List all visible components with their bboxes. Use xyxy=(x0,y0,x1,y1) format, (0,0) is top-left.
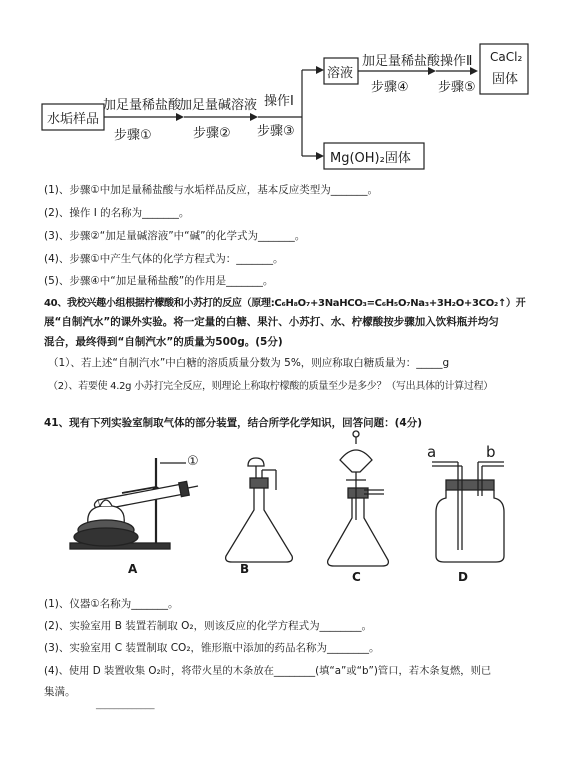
label-apparatus-d: D xyxy=(458,570,468,584)
flow-arrow3-top: 操作Ⅰ xyxy=(264,94,294,109)
q40-line-1: 40、我校兴趣小组根据柠檬酸和小苏打的反应（原理:C₆H₈O₇+3NaHCO₃=C₆H₅O₇Na₃+3H₂O+3CO₂↑）开 xyxy=(44,298,526,309)
flow-start-label: 水垢样品 xyxy=(47,112,100,127)
label-apparatus-a: A xyxy=(128,562,138,576)
label-instrument-1: ① xyxy=(187,454,199,469)
label-apparatus-b: B xyxy=(240,562,250,576)
q41-item-3: (3)、实验室用 C 装置制取 CO₂，锥形瓶中添加的药品名称为________。 xyxy=(44,642,380,654)
q41-item-4: (4)、使用 D 装置收集 O₂时，将带火星的木条放在________(填“a”或“b”)管口，若木条复燃，则已 xyxy=(44,665,492,677)
q40-line-2: 展“自制汽水”的课外实验。将一定量的白糖、果汁、小苏打、水、柠檬酸按步骤加入饮料瓶并均匀 xyxy=(44,316,499,328)
label-tube-b: b xyxy=(486,443,496,461)
q41-item-2: (2)、实验室用 B 装置若制取 O₂，则该反应的化学方程式为________。 xyxy=(44,620,373,632)
flow-arrow4-top: 加足量稀盐酸 xyxy=(362,54,441,69)
flow-product-state: 固体 xyxy=(492,72,519,87)
q40-line-3: 混合，最终得到“自制汽水”的质量为500g。(5分) xyxy=(44,336,283,348)
q39-item-2: (2)、操作 I 的名称为_______。 xyxy=(44,207,190,219)
q41-item-5: 集满。 xyxy=(44,686,76,698)
flow-precipitate-label: Mg(OH)₂固体 xyxy=(330,151,411,166)
footer-mark: _____________ xyxy=(96,700,155,710)
apparatus-a xyxy=(70,458,198,549)
flow-arrow3-bottom: 步骤③ xyxy=(257,124,295,139)
flow-arrow2-bottom: 步骤② xyxy=(193,126,231,141)
flow-solution-label: 溶液 xyxy=(327,66,354,81)
q41-title: 41、现有下列实验室制取气体的部分装置，结合所学化学知识，回答问题：(4分) xyxy=(44,417,423,429)
label-apparatus-c: C xyxy=(352,570,361,584)
flow-arrow5-bottom: 步骤⑤ xyxy=(438,80,476,95)
apparatus-b xyxy=(226,458,293,562)
label-tube-a: a xyxy=(427,443,437,461)
flow-arrow4-bottom: 步骤④ xyxy=(371,80,409,95)
q41-item-1: (1)、仪器①名称为_______。 xyxy=(44,598,179,610)
flow-arrow1-bottom: 步骤① xyxy=(114,128,152,143)
flow-product-formula: CaCl₂ xyxy=(490,50,523,64)
flow-arrow5-top: 操作Ⅱ xyxy=(440,54,473,69)
q39-item-3: (3)、步骤②“加足量碱溶液”中“碱”的化学式为_______。 xyxy=(44,230,306,242)
q39-item-1: (1)、步骤①中加足量稀盐酸与水垢样品反应，基本反应类型为_______。 xyxy=(44,184,379,196)
apparatus-d xyxy=(432,462,504,562)
q40-sub-2: （2）、若要使 4.2g 小苏打完全反应，则理论上称取柠檬酸的质量至少是多少？（写出具体的计算过程） xyxy=(48,381,493,392)
flow-arrow2-top: 加足量碱溶液 xyxy=(179,98,258,113)
flow-arrow1-top: 加足量稀盐酸 xyxy=(103,98,182,113)
q39-item-4: (4)、步骤①中产生气体的化学方程式为：_______。 xyxy=(44,253,284,265)
q40-sub-1: （1）、若上述“自制汽水”中白糖的溶质质量分数为 5%，则应称取白糖质量为：_____g xyxy=(48,357,450,369)
q39-item-5: (5)、步骤④中“加足量稀盐酸”的作用是_______。 xyxy=(44,275,274,287)
apparatus-c xyxy=(328,431,389,566)
